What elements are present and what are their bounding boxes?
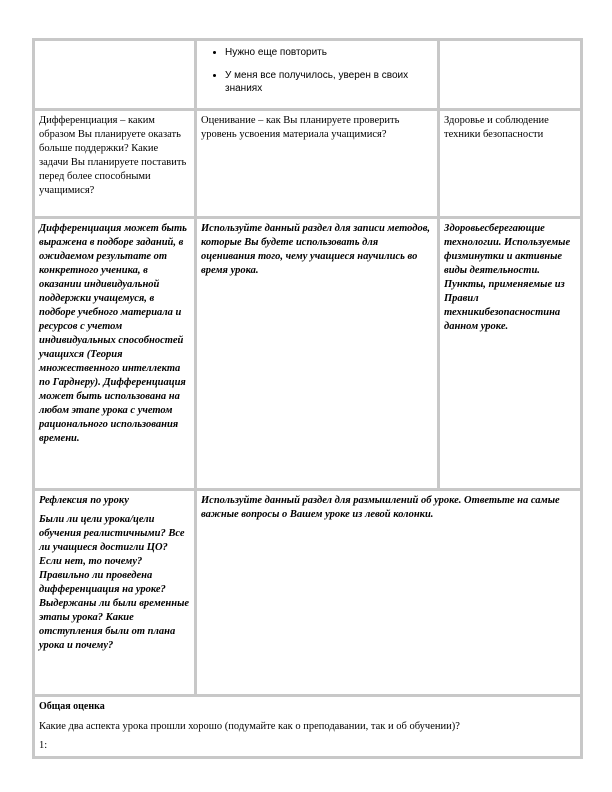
assessment-header-cell [196, 110, 439, 218]
assessment-guidance-cell [196, 218, 439, 490]
row1-col2-cell [196, 40, 439, 110]
health-safety-guidance: Здоровьесберегающие технологии. Используемые физминутки и активные виды деятельности. Пункты, применяемые из Правил техникибезопасностина данном уроке. [444, 223, 571, 332]
health-safety-header-cell [439, 110, 582, 218]
assessment-header: Оценивание – как Вы планируете проверить уровень усвоения материала учащимися? [201, 115, 400, 140]
reflection-questions: Были ли цели урока/цели обучения реалистичными? Все ли учащиеся достигли ЦО? Если нет, то почему? Правильно ли проведена дифференциация на уроке? Выдержаны ли были временные этапы урока? Какие отступления были от плана урока и почему? [39, 514, 190, 651]
overall-assessment-question: Какие два аспекта урока прошли хорошо (подумайте как о преподавании, так и об обучении)? [39, 721, 460, 732]
differentiation-guidance-cell [34, 218, 196, 490]
overall-assessment-item-1: 1: [39, 740, 48, 751]
table-row [34, 696, 582, 758]
health-safety-header: Здоровье и соблюдение техники безопасности [444, 115, 549, 140]
self-assessment-list [201, 46, 433, 95]
health-safety-guidance-cell [439, 218, 582, 490]
reflection-title: Рефлексия по уроку [39, 495, 129, 506]
overall-assessment-title: Общая оценка [39, 701, 105, 712]
differentiation-header: Дифференциация – каким образом Вы планируете оказать больше поддержки? Какие задачи Вы планируете поставить перед более способными учащимися? [39, 115, 187, 196]
lesson-plan-page [32, 38, 580, 759]
table-row [34, 490, 582, 696]
reflection-cell [34, 490, 196, 696]
assessment-guidance: Используйте данный раздел для записи методов, которые Вы будете использовать для оценивания того, чему учащиеся научились во время урока. [201, 223, 431, 276]
row1-col1-cell [34, 40, 196, 110]
table-row [34, 40, 582, 110]
row1-col3-cell [439, 40, 582, 110]
reflection-guidance-cell [196, 490, 582, 696]
reflection-guidance: Используйте данный раздел для размышлений об уроке. Ответьте на самые важные вопросы о Вашем уроке из левой колонки. [201, 495, 560, 520]
table-row [34, 110, 582, 218]
list-item: • У меня все получилось, уверен в своих знаниях [225, 69, 433, 95]
overall-assessment-cell [34, 696, 582, 758]
lesson-plan-table [32, 38, 583, 759]
list-item: • Нужно еще повторить [225, 46, 433, 59]
differentiation-guidance: Дифференциация может быть выражена в подборе заданий, в ожидаемом результате от конкретного ученика, в оказании индивидуальной поддержки учащемуся, в подборе учебного материала и ресурсов с учетом индивидуальных способностей учащихся (Теория множественного интеллекта по Гарднеру). Дифференциация может быть использована на любом этапе урока с учетом рационального использования времени. [39, 223, 187, 444]
table-row [34, 218, 582, 490]
differentiation-header-cell [34, 110, 196, 218]
